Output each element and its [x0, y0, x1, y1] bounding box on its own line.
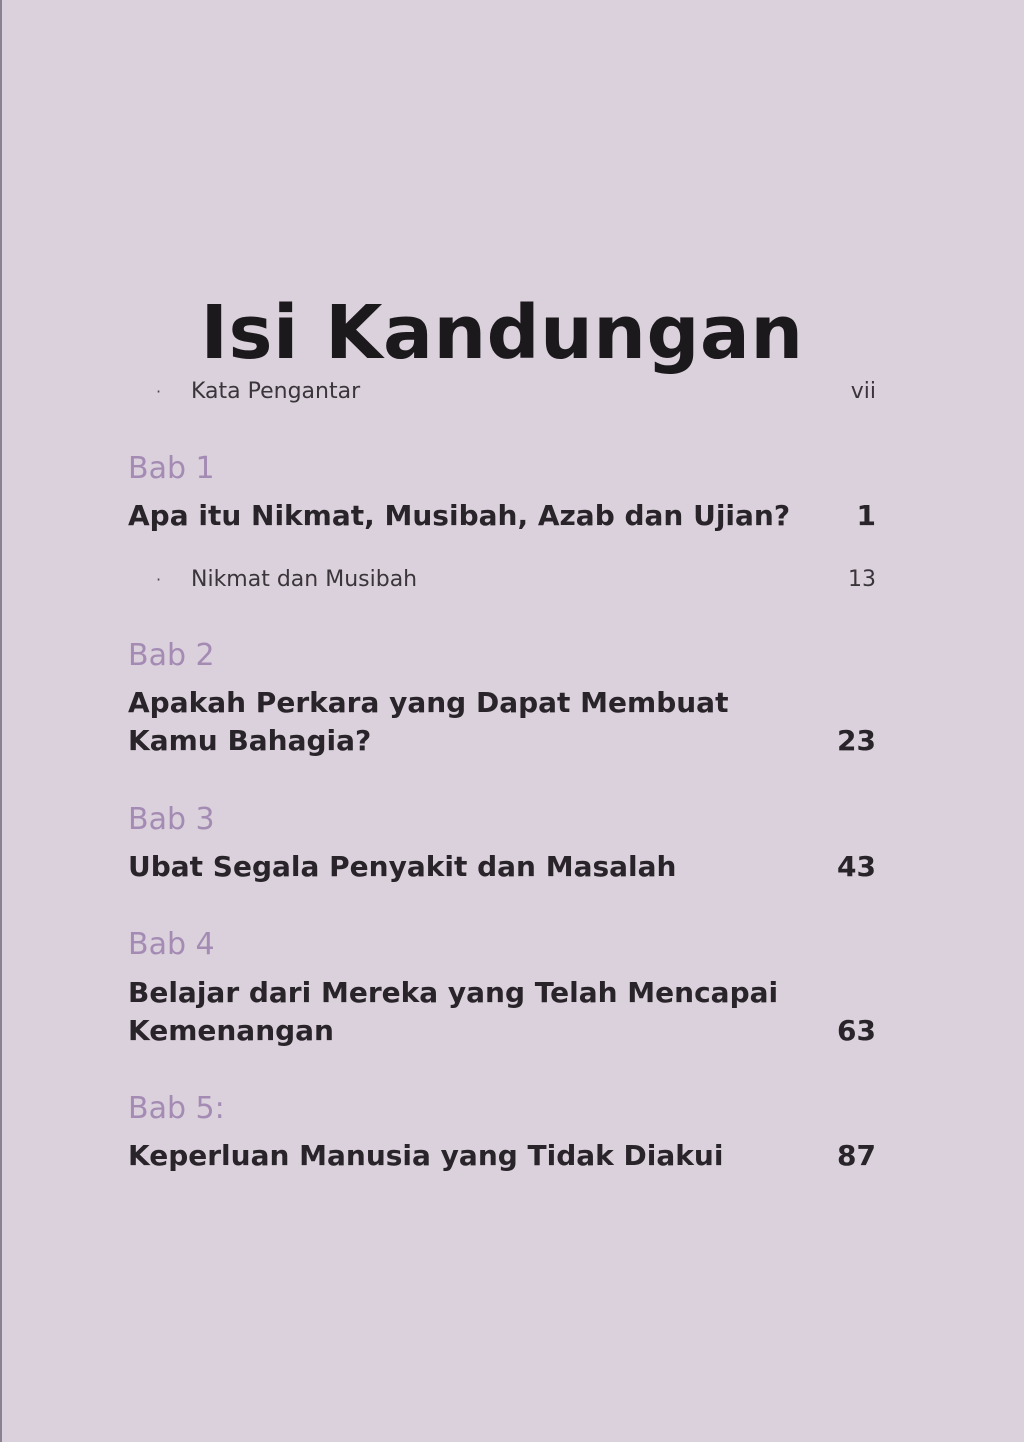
page-title: Isi Kandungan	[200, 290, 804, 376]
toc-entry-chapter-4[interactable]	[128, 974, 876, 1050]
chapter-label-3: Bab 3	[128, 802, 215, 837]
toc-page-number: 43	[837, 850, 876, 883]
toc-entry-label: Kata Pengantar	[191, 379, 361, 404]
toc-page-number: 63	[837, 1014, 876, 1047]
chapter-title: Keperluan Manusia yang Tidak Diakui	[128, 1139, 724, 1172]
chapter-title: Apa itu Nikmat, Musibah, Azab dan Ujian?	[128, 499, 791, 532]
chapter-label-4: Bab 4	[128, 927, 215, 962]
toc-entry-chapter-5[interactable]	[128, 1137, 876, 1175]
chapter-title: Belajar dari Mereka yang Telah Mencapai Kemenangan	[128, 976, 779, 1047]
chapter-label-2: Bab 2	[128, 638, 215, 673]
toc-entry-subsection[interactable]	[128, 565, 876, 595]
toc-entry-preface[interactable]	[128, 377, 876, 407]
toc-page-number: vii	[850, 379, 876, 404]
chapter-title: Ubat Segala Penyakit dan Masalah	[128, 850, 677, 883]
toc-page-number: 1	[856, 499, 876, 532]
toc-entry-chapter-2[interactable]	[128, 684, 876, 760]
chapter-title: Apakah Perkara yang Dapat Membuat Kamu Bahagia?	[128, 686, 729, 757]
bullet-icon: ·	[156, 570, 162, 589]
toc-entry-chapter-3[interactable]	[128, 848, 876, 886]
bullet-icon: ·	[156, 382, 162, 401]
chapter-label-5: Bab 5:	[128, 1091, 225, 1126]
chapter-label-1: Bab 1	[128, 451, 215, 486]
toc-entry-label: Nikmat dan Musibah	[191, 567, 418, 592]
toc-entry-chapter-1[interactable]	[128, 497, 876, 535]
toc-page-number: 87	[837, 1139, 876, 1172]
toc-page-number: 23	[837, 724, 876, 757]
toc-page-number: 13	[848, 567, 876, 592]
